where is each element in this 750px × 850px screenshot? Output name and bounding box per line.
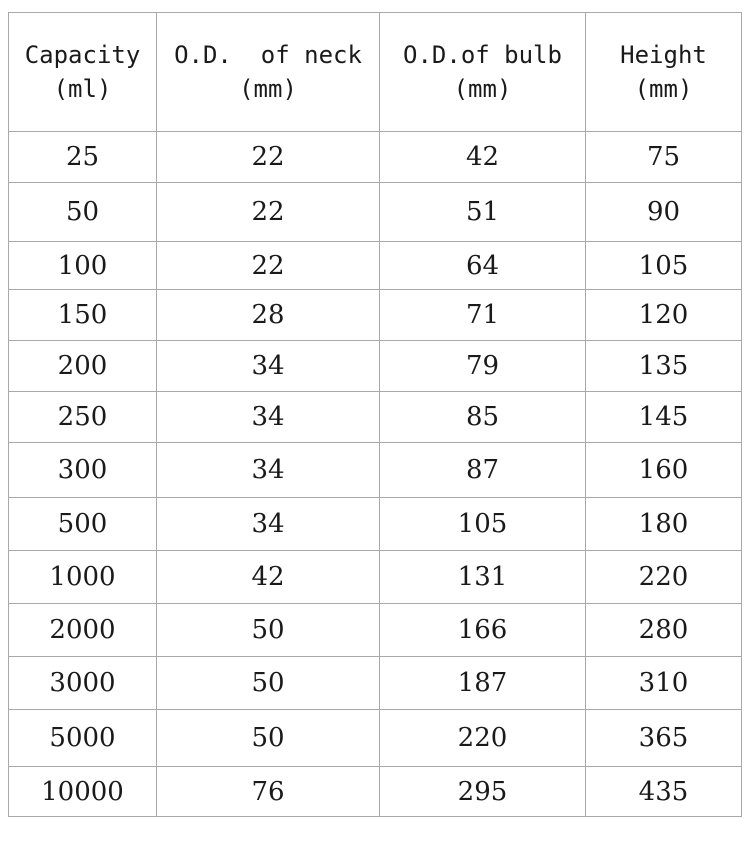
cell-height: 160 (586, 443, 742, 498)
cell-height: 120 (586, 290, 742, 341)
table-row (9, 767, 742, 817)
header-bulb-od-label: O.D.of bulb (403, 41, 562, 69)
specification-table (8, 12, 742, 817)
cell-height: 90 (586, 183, 742, 242)
cell-bulb-od: 295 (380, 767, 586, 817)
cell-bulb-od: 220 (380, 710, 586, 767)
cell-neck-od: 22 (157, 183, 380, 242)
table-header (9, 13, 742, 132)
table-row (9, 498, 742, 551)
cell-capacity: 10000 (9, 767, 157, 817)
header-row (9, 13, 742, 132)
cell-bulb-od: 71 (380, 290, 586, 341)
cell-neck-od: 22 (157, 242, 380, 290)
cell-bulb-od: 87 (380, 443, 586, 498)
cell-capacity: 3000 (9, 657, 157, 710)
table-row (9, 710, 742, 767)
cell-height: 135 (586, 341, 742, 392)
cell-height: 180 (586, 498, 742, 551)
table-row (9, 443, 742, 498)
table-row (9, 242, 742, 290)
table-row (9, 604, 742, 657)
header-neck-od (157, 13, 380, 132)
header-height (586, 13, 742, 132)
cell-capacity: 500 (9, 498, 157, 551)
cell-bulb-od: 166 (380, 604, 586, 657)
cell-height: 75 (586, 132, 742, 183)
cell-capacity: 1000 (9, 551, 157, 604)
cell-capacity: 250 (9, 392, 157, 443)
header-capacity-unit: (ml) (53, 75, 112, 103)
table-row (9, 341, 742, 392)
cell-bulb-od: 64 (380, 242, 586, 290)
cell-capacity: 100 (9, 242, 157, 290)
cell-bulb-od: 187 (380, 657, 586, 710)
cell-neck-od: 28 (157, 290, 380, 341)
table-row (9, 290, 742, 341)
cell-neck-od: 22 (157, 132, 380, 183)
cell-height: 220 (586, 551, 742, 604)
cell-bulb-od: 131 (380, 551, 586, 604)
cell-bulb-od: 42 (380, 132, 586, 183)
cell-capacity: 200 (9, 341, 157, 392)
cell-capacity: 300 (9, 443, 157, 498)
cell-neck-od: 34 (157, 443, 380, 498)
cell-neck-od: 34 (157, 392, 380, 443)
cell-neck-od: 50 (157, 604, 380, 657)
header-neck-od-label: O.D. of neck (174, 41, 362, 69)
table-row (9, 132, 742, 183)
cell-height: 310 (586, 657, 742, 710)
table-body (9, 132, 742, 817)
cell-neck-od: 50 (157, 710, 380, 767)
cell-neck-od: 76 (157, 767, 380, 817)
header-capacity (9, 13, 157, 132)
table-row (9, 657, 742, 710)
cell-height: 365 (586, 710, 742, 767)
header-height-label: Height (620, 41, 707, 69)
cell-capacity: 150 (9, 290, 157, 341)
cell-capacity: 25 (9, 132, 157, 183)
cell-height: 145 (586, 392, 742, 443)
cell-height: 280 (586, 604, 742, 657)
cell-bulb-od: 85 (380, 392, 586, 443)
cell-neck-od: 34 (157, 498, 380, 551)
header-neck-od-unit: (mm) (239, 75, 297, 103)
cell-bulb-od: 105 (380, 498, 586, 551)
cell-capacity: 50 (9, 183, 157, 242)
cell-bulb-od: 79 (380, 341, 586, 392)
cell-capacity: 2000 (9, 604, 157, 657)
cell-neck-od: 34 (157, 341, 380, 392)
table-row (9, 551, 742, 604)
cell-height: 105 (586, 242, 742, 290)
header-height-unit: (mm) (634, 75, 693, 103)
table-row (9, 183, 742, 242)
cell-capacity: 5000 (9, 710, 157, 767)
header-bulb-od (380, 13, 586, 132)
header-bulb-od-unit: (mm) (453, 75, 512, 103)
cell-height: 435 (586, 767, 742, 817)
cell-neck-od: 50 (157, 657, 380, 710)
cell-neck-od: 42 (157, 551, 380, 604)
header-capacity-label: Capacity (24, 41, 141, 69)
table-row (9, 392, 742, 443)
cell-bulb-od: 51 (380, 183, 586, 242)
